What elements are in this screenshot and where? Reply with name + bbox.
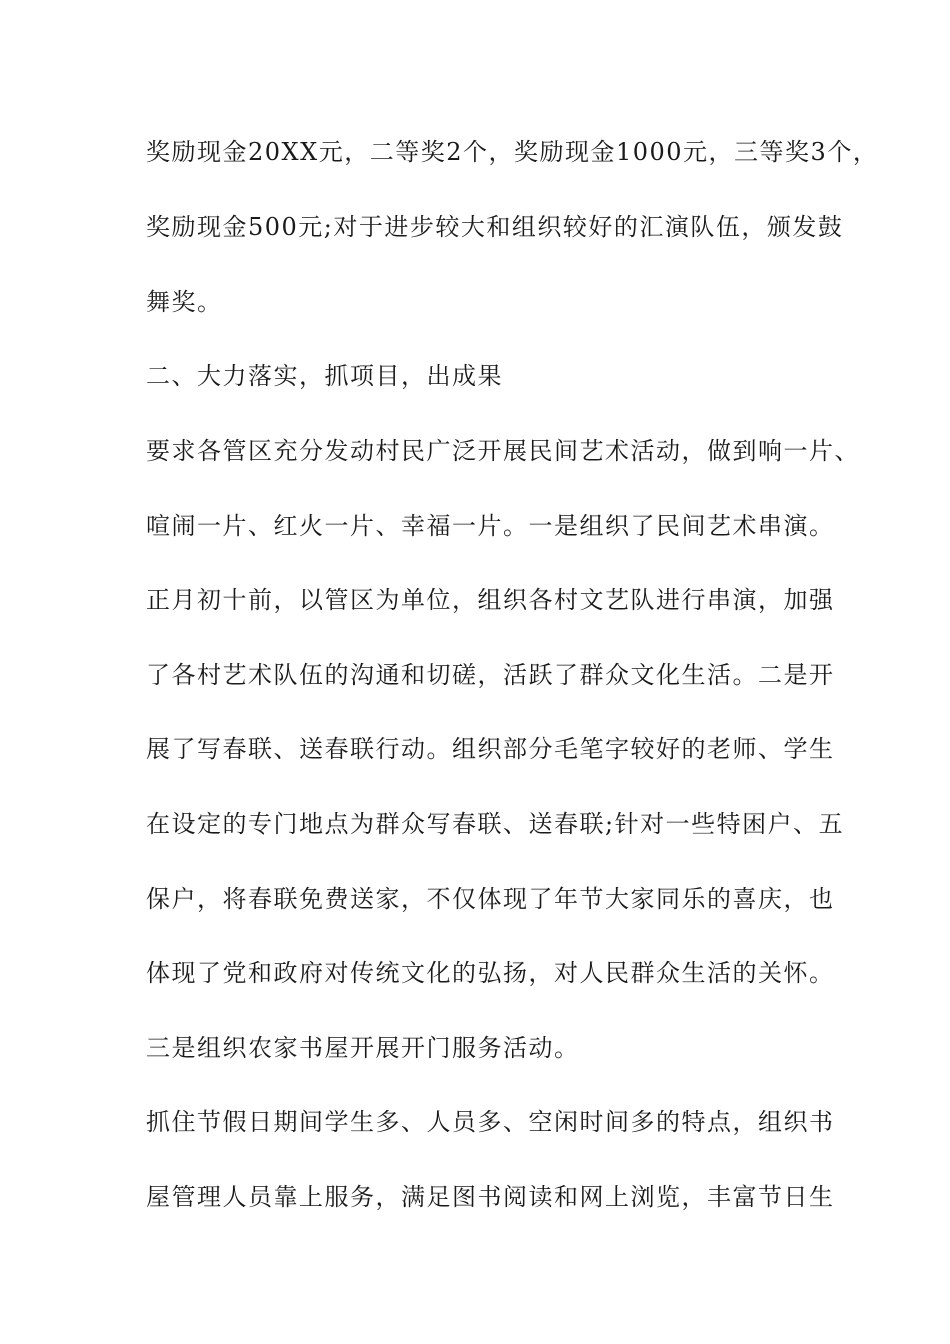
- text-line: 要求各管区充分发动村民广泛开展民间艺术活动，做到响一片、: [146, 437, 860, 465]
- text-line: 在设定的专门地点为群众写春联、送春联;针对一些特困户、五: [146, 810, 845, 838]
- text-line: 保户，将春联免费送家，不仅体现了年节大家同乐的喜庆，也: [146, 885, 835, 913]
- text-line: 了各村艺术队伍的沟通和切磋，活跃了群众文化生活。二是开: [146, 661, 835, 689]
- text-line: 正月初十前，以管区为单位，组织各村文艺队进行串演，加强: [146, 586, 835, 614]
- text-line: 喧闹一片、红火一片、幸福一片。一是组织了民间艺术串演。: [146, 512, 835, 540]
- text-line: 抓住节假日期间学生多、人员多、空闲时间多的特点，组织书: [146, 1108, 835, 1136]
- text-line: 奖励现金500元;对于进步较大和组织较好的汇演队伍，颁发鼓: [146, 213, 844, 241]
- text-line: 屋管理人员靠上服务，满足图书阅读和网上浏览，丰富节日生: [146, 1183, 835, 1211]
- text-line: 舞奖。: [146, 288, 223, 316]
- text-line: 奖励现金20XX元，二等奖2个，奖励现金1000元，三等奖3个，: [146, 138, 879, 166]
- section-heading: 二、大力落实，抓项目，出成果: [146, 362, 503, 390]
- text-line: 展了写春联、送春联行动。组织部分毛笔字较好的老师、学生: [146, 735, 835, 763]
- text-line: 体现了党和政府对传统文化的弘扬，对人民群众生活的关怀。: [146, 959, 835, 987]
- text-line: 三是组织农家书屋开展开门服务活动。: [146, 1034, 580, 1062]
